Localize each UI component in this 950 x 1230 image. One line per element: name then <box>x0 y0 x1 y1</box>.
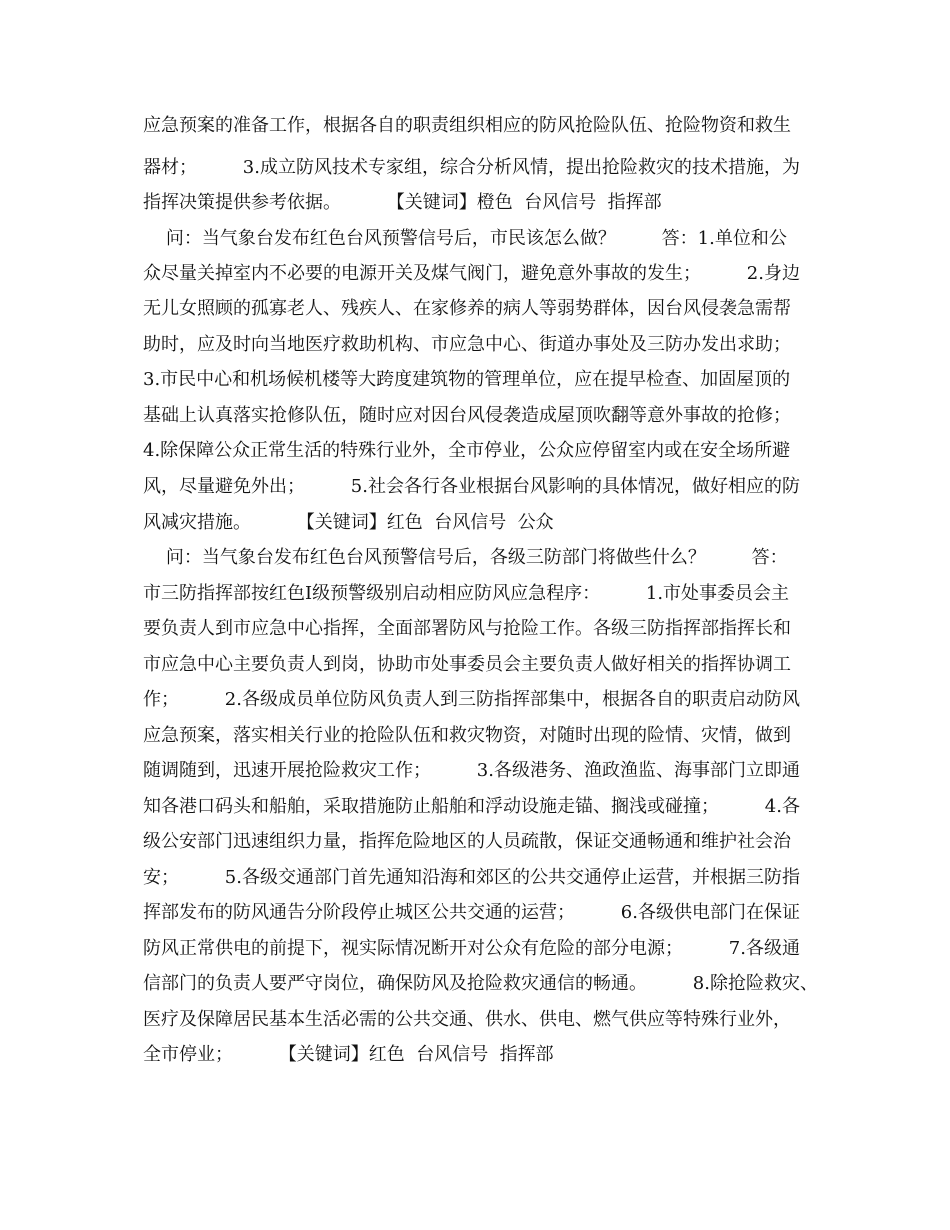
text-line: 安； 5.各级交通部门首先通知沿海和郊区的公共交通停止运营，并根据三防指 <box>143 867 800 888</box>
text-line: 挥部发布的防风通告分阶段停止城区公共交通的运营； 6.各级供电部门在保证 <box>143 902 800 923</box>
text-line: 3.市民中心和机场候机楼等大跨度建筑物的管理单位，应在提早检查、加固屋顶的 <box>143 369 791 390</box>
text-line: 全市停业； 【关键词】红色 台风信号 指挥部 <box>143 1044 554 1065</box>
text-line: 众尽量关掉室内不必要的电源开关及煤气阀门，避免意外事故的发生； 2.身边 <box>143 263 800 284</box>
text-line: 要负责人到市应急中心指挥，全面部署防风与抢险工作。各级三防指挥部指挥长和 <box>143 618 791 639</box>
text-line: 风，尽量避免外出； 5.社会各行各业根据台风影响的具体情况，做好相应的防 <box>143 476 800 497</box>
text-line: 应急预案的准备工作，根据各自的职责组织相应的防风抢险队伍、抢险物资和救生 <box>143 115 791 136</box>
text-line: 助时，应及时向当地医疗救助机构、市应急中心、街道办事处及三防办发出求助； <box>143 334 791 355</box>
text-line: 器材； 3.成立防风技术专家组，综合分析风情，提出抢险救灾的技术措施，为 <box>143 157 800 178</box>
text-line: 4.除保障公众正常生活的特殊行业外，全市停业，公众应停留室内或在安全场所避 <box>143 440 791 461</box>
text-line: 防风正常供电的前提下，视实际情况断开对公众有危险的部分电源； 7.各级通 <box>143 938 800 959</box>
text-line: 知各港口码头和船舶，采取措施防止船舶和浮动设施走锚、搁浅或碰撞； 4.各 <box>143 796 800 817</box>
text-line: 无儿女照顾的孤寡老人、残疾人、在家修养的病人等弱势群体，因台风侵袭急需帮 <box>143 298 791 319</box>
text-line: 作； 2.各级成员单位防风负责人到三防指挥部集中，根据各自的职责启动防风 <box>143 689 800 710</box>
text-line: 信部门的负责人要严守岗位，确保防风及抢险救灾通信的畅通。 8.除抢险救灾、 <box>143 973 818 994</box>
text-line: 市应急中心主要负责人到岗，协助市处事委员会主要负责人做好相关的指挥协调工 <box>143 654 791 675</box>
text-line: 医疗及保障居民基本生活必需的公共交通、供水、供电、燃气供应等特殊行业外， <box>143 1009 791 1030</box>
text-line: 应急预案，落实相关行业的抢险队伍和救灾物资，对随时出现的险情、灾情，做到 <box>143 725 791 746</box>
text-line: 市三防指挥部按红色Ⅰ级预警级别启动相应防风应急程序： 1.市处事委员会主 <box>143 583 790 604</box>
text-line: 问：当气象台发布红色台风预警信号后，各级三防部门将做些什么？ 答： <box>143 547 788 568</box>
text-line: 指挥决策提供参考依据。 【关键词】橙色 台风信号 指挥部 <box>143 192 662 213</box>
text-line: 风减灾措施。 【关键词】红色 台风信号 公众 <box>143 512 554 533</box>
text-line: 基础上认真落实抢修队伍，随时应对因台风侵袭造成屋顶吹翻等意外事故的抢修； <box>143 405 791 426</box>
text-line: 问：当气象台发布红色台风预警信号后，市民该怎么做？ 答：1.单位和公 <box>143 228 787 249</box>
text-line: 随调随到，迅速开展抢险救灾工作； 3.各级港务、渔政渔监、海事部门立即通 <box>143 760 800 781</box>
text-line: 级公安部门迅速组织力量，指挥危险地区的人员疏散，保证交通畅通和维护社会治 <box>143 831 791 852</box>
